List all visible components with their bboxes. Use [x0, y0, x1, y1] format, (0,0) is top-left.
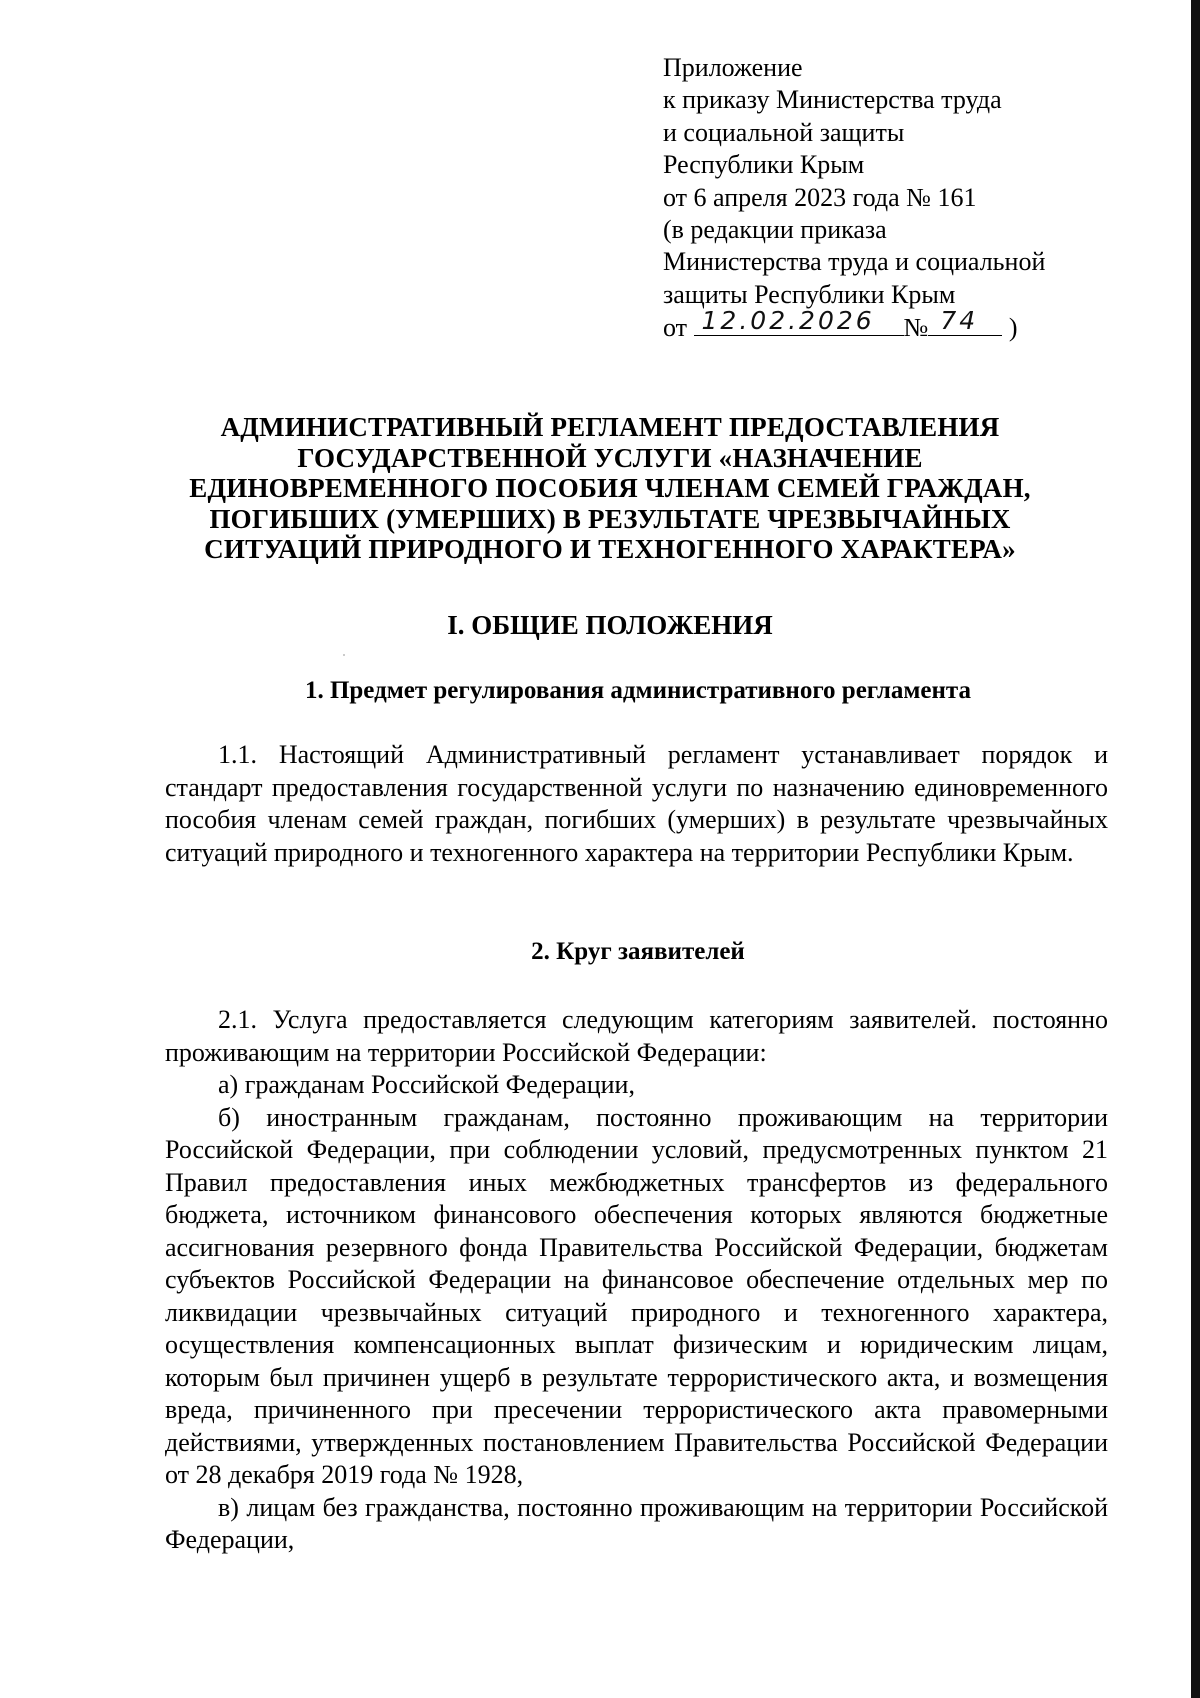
paragraph-block: [165, 739, 1108, 869]
handwritten-number: 74: [940, 305, 979, 335]
amendment-date-line: [663, 305, 1133, 343]
approval-header: [663, 52, 1133, 343]
header-line: к приказу Министерства труда: [663, 85, 1002, 115]
list-item: а) гражданам Российской Федерации,: [218, 1070, 635, 1099]
section-heading: I. ОБЩИЕ ПОЛОЖЕНИЯ: [447, 610, 773, 640]
paragraph: 2.1. Услуга предоставляется следующим категориям заявителей. постоянно проживающим на территории Российской Федерации:: [165, 1005, 1108, 1067]
number-sign: №: [903, 313, 929, 343]
document-title: [150, 412, 1070, 565]
title-line: ЕДИНОВРЕМЕННОГО ПОСОБИЯ ЧЛЕНАМ СЕМЕЙ ГРАЖДАН,: [189, 473, 1031, 504]
list-item: в) лицам без гражданства, постоянно проживающим на территории Российской Федерации,: [165, 1492, 1108, 1554]
scan-speck: [343, 654, 345, 656]
closing-paren: ): [1008, 313, 1018, 343]
date-blank: [694, 305, 904, 336]
title-line: ГОСУДАРСТВЕННОЙ УСЛУГИ «НАЗНАЧЕНИЕ: [297, 442, 923, 473]
title-line: СИТУАЦИЙ ПРИРОДНОГО И ТЕХНОГЕННОГО ХАРАКТЕРА»: [204, 534, 1016, 565]
handwritten-date: 12.02.2026: [701, 305, 875, 335]
header-line: (в редакции приказа: [663, 215, 887, 245]
number-blank: [928, 305, 1002, 336]
title-line: ПОГИБШИХ (УМЕРШИХ) В РЕЗУЛЬТАТЕ ЧРЕЗВЫЧАЙНЫХ: [209, 503, 1011, 534]
header-line: от 6 апреля 2023 года № 161: [663, 182, 977, 212]
header-line: Республики Крым: [663, 150, 865, 180]
list-item: б) иностранным гражданам, постоянно проживающим на территории Российской Федерации, при соблюдении условий, предусмотренных пунктом 21 Правил предоставления иных межбюджетных трансфертов из федерального бюджета, источником финансового обеспечения которых являются бюджетные ассигнования резервного фонда Правительства Российской Федерации, бюджетам субъектов Российской Федерации на финансовое обеспечение отдельных мер по ликвидации чрезвычайных ситуаций природного и техногенного характера, осуществления компенсационных выплат физическим и юридическим лицам, которым был причинен ущерб в результате террористического акта, и возмещения вреда, причиненного при пресечении террористического акта правомерными действиями, утвержденных постановлением Правительства Российской Федерации от 28 декабря 2019 года № 1928,: [165, 1102, 1108, 1489]
from-prefix: от: [663, 313, 688, 343]
header-line: защиты Республики Крым: [663, 279, 956, 309]
subsection-heading: 2. Круг заявителей: [531, 938, 745, 965]
scan-page-edge: [1191, 0, 1200, 1698]
header-line: Министерства труда и социальной: [663, 247, 1046, 277]
subsection-heading: 1. Предмет регулирования административного регламента: [304, 677, 972, 704]
paragraph: 1.1. Настоящий Административный регламент устанавливает порядок и стандарт предоставления государственной услуги по назначению единовременного пособия членам семей граждан, погибших (умерших) в результате чрезвычайных ситуаций природного и техногенного характера на территории Республики Крым.: [165, 740, 1108, 867]
header-line: Приложение: [663, 53, 803, 82]
title-line: АДМИНИСТРАТИВНЫЙ РЕГЛАМЕНТ ПРЕДОСТАВЛЕНИЯ: [220, 412, 1000, 442]
header-line: и социальной защиты: [663, 117, 905, 147]
paragraph-block: [165, 1004, 1108, 1557]
